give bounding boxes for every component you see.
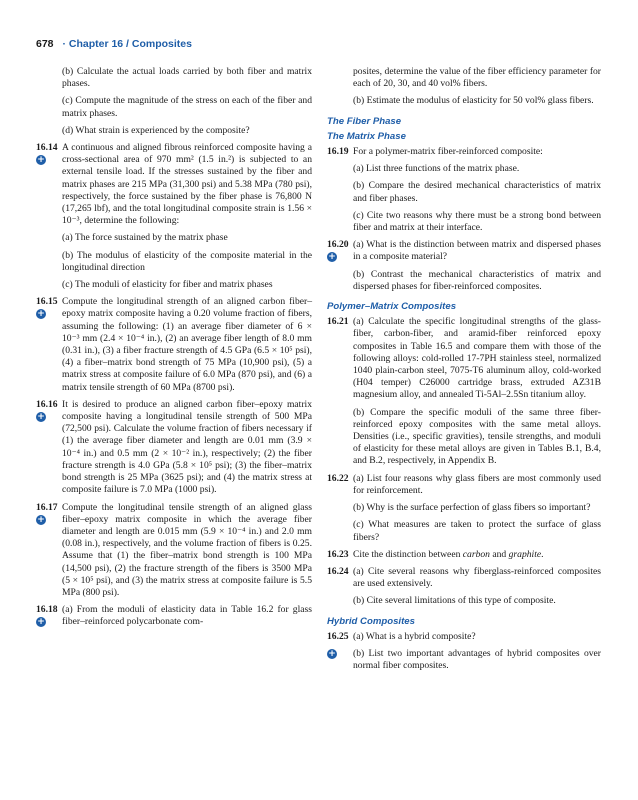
problem-part: (a) List three functions of the matrix phase. bbox=[353, 163, 520, 175]
problem-part: (b) The modulus of elasticity of the composite material in the longitudinal direction bbox=[62, 249, 312, 273]
plus-icon: + bbox=[328, 648, 336, 659]
term-graphite: graphite bbox=[508, 548, 542, 560]
section-heading: The Fiber Phase bbox=[327, 115, 402, 127]
problem-part: (c) Compute the magnitude of the stress on each of the fiber and matrix phases. bbox=[62, 95, 312, 119]
problem-16-25-b bbox=[327, 648, 601, 672]
problem-text: A continuous and aligned fibrous reinforced composite having a cross-sectional area of 970 mm² (1.5 in.²) is subjected to an external tensile load. If the stresses sustained by the fiber and matrix phases are 215 MPa (31,300 psi) and 5.38 MPa (780 psi), respectively, the force sustained by the fiber phase is 76,800 N (17,265 lbf), and the total longitudinal composite strain is 1.56 × 10⁻³, determine the following: bbox=[62, 142, 312, 227]
problem-text: For a polymer-matrix fiber-reinforced composite: bbox=[353, 146, 543, 158]
chapter-title: · Chapter 16 / Composites bbox=[62, 38, 192, 50]
right-column bbox=[327, 66, 601, 677]
problem-text: Cite the distinction between bbox=[353, 548, 463, 560]
problem-number: 16.24 bbox=[327, 565, 349, 577]
page-header bbox=[36, 38, 192, 50]
problem-text: (a) What is the distinction between matrix and dispersed phases in a composite material? bbox=[353, 239, 601, 263]
problem-text: It is desired to produce an aligned carbon fiber–epoxy matrix composite having a longitudinal tensile strength of 500 MPa (72,500 psi). Calculate the volume fraction of fibers necessary if (1) the average fiber diameter and length are 0.01 mm (3.9 × 10⁻⁴ in.) and 0.5 mm (2 × 10⁻² in.), respectively; (2) the fiber fracture strength is 4.0 GPa (5.8 × 10⁵ psi); (3) the fiber–matrix bond strength is 25 MPa (3625 psi); and (4) the matrix stress at composite failure is 7.0 MPa (1000 psi). bbox=[62, 398, 312, 496]
problem-part: (a) The force sustained by the matrix phase bbox=[62, 232, 228, 244]
problem-16-14 bbox=[36, 142, 312, 227]
problem-16-20 bbox=[327, 239, 601, 263]
problem-number: 16.25 bbox=[327, 630, 349, 642]
problem-part: (b) Compare the specific moduli of the same three fiber-reinforced epoxy composites with the same metal alloys. Densities (i.e., specific gravities), tensile strengths, and moduli of elasticity for these metal alloys are given in Tables B.1, B.4, and B.2, respectively, in Appendix B. bbox=[353, 406, 601, 467]
problem-number: 16.21 bbox=[327, 316, 349, 328]
plus-icon: + bbox=[37, 617, 45, 628]
problem-16-22 bbox=[327, 473, 601, 497]
problem-16-15 bbox=[36, 296, 312, 394]
section-heading: Hybrid Composites bbox=[327, 615, 415, 627]
problem-16-19 bbox=[327, 146, 601, 158]
problem-text: (a) Calculate the specific longitudinal strengths of the glass-fiber, carbon-fiber, and aramid-fiber reinforced epoxy composites in Table 16.5 and compare them with those of the following alloys: cold-rolled 17-7PH stainless steel, normalized 1040 plain-carbon steel, 7075-T6 aluminum alloy, cold-worked (H04 temper) C26000 cartridge brass, extruded AZ31B magnesium alloy, and annealed Ti-5Al–2.5Sn titanium alloy. bbox=[353, 316, 601, 401]
problem-part: (c) The moduli of elasticity for fiber and matrix phases bbox=[62, 279, 273, 291]
problem-16-24 bbox=[327, 566, 601, 590]
problem-text: (a) Cite several reasons why fiberglass-reinforced composites are used extensively. bbox=[353, 565, 601, 590]
problem-part: (c) What measures are taken to protect the surface of glass fibers? bbox=[353, 519, 601, 543]
problem-text: Compute the longitudinal tensile strength of an aligned glass fiber–epoxy matrix composite in which the average fiber diameter and length are 0.015 mm (5.9 × 10⁻⁴ in.) and 2.0 mm (0.08 in.), respectively, and the volume fraction of fibers is 0.25. Assume that (1) the fiber–matrix bond strength is 100 MPa (14,500 psi), (2) the fracture strength of the fibers is 3500 MPa (5 × 10⁵ psi), and (3) the matrix stress at composite failure is 5.5 MPa (800 psi). bbox=[62, 501, 312, 598]
problem-number: 16.15 bbox=[36, 296, 58, 308]
problem-text: (a) List four reasons why glass fibers are most commonly used for reinforcement. bbox=[353, 472, 601, 496]
problem-text: Compute the longitudinal strength of an aligned carbon fiber–epoxy matrix composite having a 0.20 volume fraction of fibers, assuming the following: (1) an average fiber diameter of 6 × 10⁻³ mm (2.4 × 10⁻⁴ in.), (2) an average fiber length of 8.0 mm (0.31 in.), (3) a fiber fracture strength of 4.5 GPa (6.5 × 10⁵ psi), (4) a fiber–matrix bond strength of 75 MPa (10,900 psi), (5) a matrix stress at composite failure of 6.0 MPa (870 psi), and (6) a matrix tensile strength of 60 MPa (8700 psi). bbox=[62, 296, 312, 393]
problem-text: . bbox=[541, 548, 544, 560]
plus-icon: + bbox=[37, 155, 45, 166]
problem-text: and bbox=[489, 548, 509, 560]
problem-number: 16.17 bbox=[36, 501, 58, 513]
problem-16-25 bbox=[327, 631, 601, 643]
problem-part: (d) What strain is experienced by the composite? bbox=[62, 124, 250, 136]
problem-part: (b) Contrast the mechanical characteristics of matrix and dispersed phases for fiber-reinforced composites. bbox=[353, 268, 601, 292]
problem-number: 16.20 bbox=[327, 239, 349, 251]
problem-text: (a) What is a hybrid composite? bbox=[353, 630, 476, 642]
problem-16-21 bbox=[327, 316, 601, 401]
problem-part: (c) Cite two reasons why there must be a strong bond between fiber and matrix at their interface. bbox=[353, 209, 601, 234]
problem-part: (b) Calculate the actual loads carried by both fiber and matrix phases. bbox=[62, 66, 312, 90]
problem-part: (b) Cite several limitations of this type of composite. bbox=[353, 595, 556, 607]
problem-16-23 bbox=[327, 549, 601, 561]
term-carbon: carbon bbox=[462, 548, 490, 560]
problem-part: (b) Estimate the modulus of elasticity for 50 vol% glass fibers. bbox=[353, 95, 594, 107]
section-heading: The Matrix Phase bbox=[327, 130, 406, 142]
problem-part: (b) Compare the desired mechanical characteristics of matrix and fiber phases. bbox=[353, 180, 601, 204]
problem-part: (b) Why is the surface perfection of glass fibers so important? bbox=[353, 502, 591, 514]
problem-16-17 bbox=[36, 502, 312, 600]
problem-text: (b) List two important advantages of hybrid composites over normal fiber composites. bbox=[353, 647, 601, 672]
plus-icon: + bbox=[37, 411, 45, 422]
problem-number: 16.14 bbox=[36, 142, 58, 154]
problem-number: 16.18 bbox=[36, 604, 58, 616]
plus-icon: + bbox=[328, 252, 336, 263]
section-heading: Polymer–Matrix Composites bbox=[327, 301, 457, 313]
plus-icon: + bbox=[37, 309, 45, 320]
problem-16-18 bbox=[36, 604, 312, 628]
problem-number: 16.23 bbox=[327, 548, 349, 560]
problem-16-16 bbox=[36, 399, 312, 497]
problem-number: 16.22 bbox=[327, 472, 349, 484]
problem-number: 16.16 bbox=[36, 398, 58, 410]
problem-number: 16.19 bbox=[327, 146, 349, 158]
problem-part: posites, determine the value of the fiber efficiency parameter for each of 20, 30, and 40 vol% fibers. bbox=[353, 66, 601, 90]
plus-icon: + bbox=[37, 514, 45, 525]
page-number: 678 bbox=[36, 38, 54, 50]
left-column bbox=[36, 66, 312, 634]
problem-text: (a) From the moduli of elasticity data in Table 16.2 for glass fiber–reinforced polycarbonate com- bbox=[62, 604, 312, 628]
